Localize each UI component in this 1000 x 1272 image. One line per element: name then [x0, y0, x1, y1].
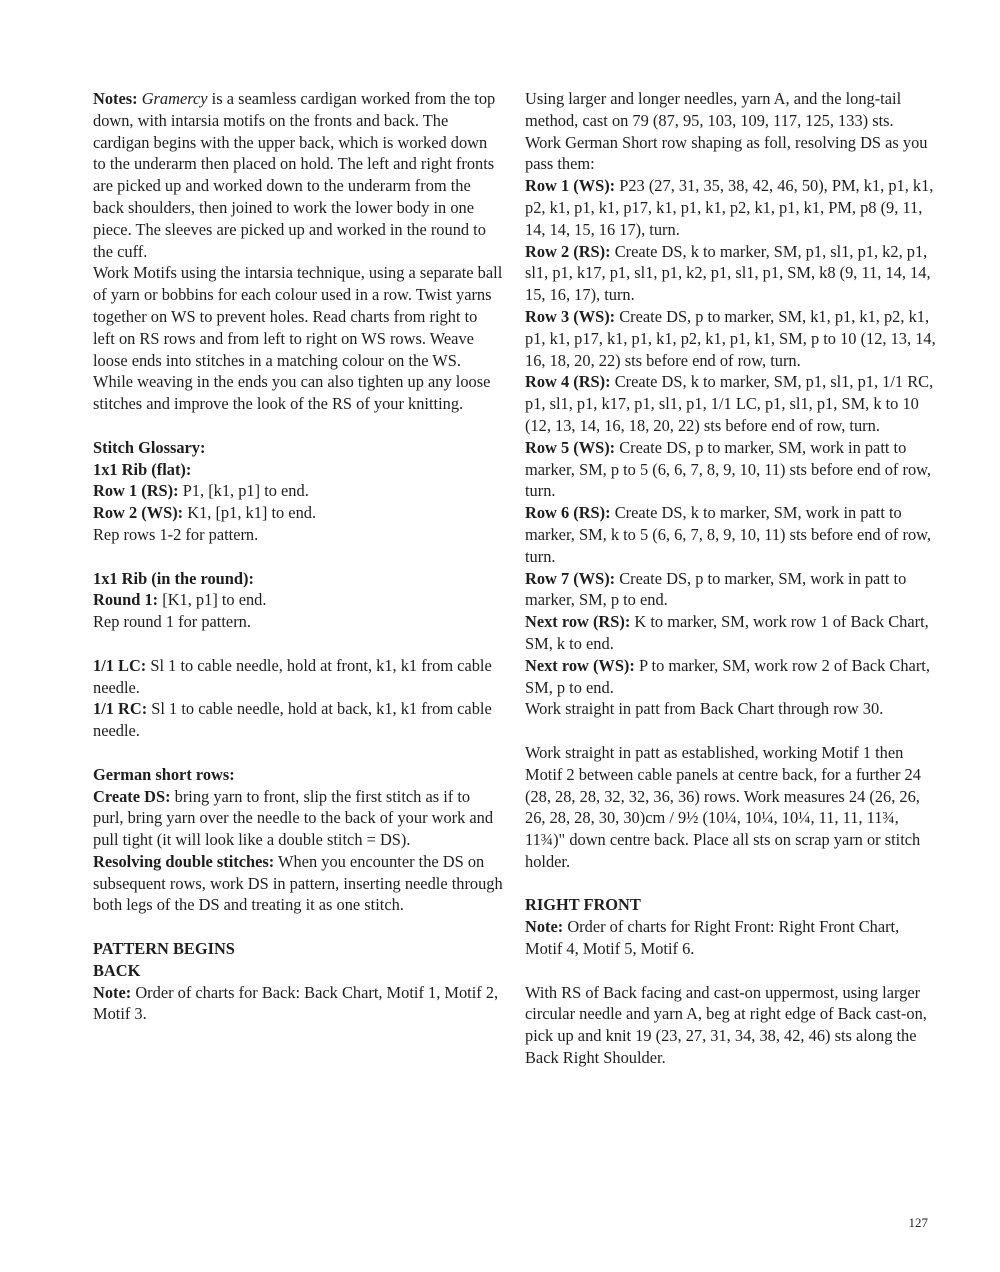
row-instruction: Row 6 (RS): Create DS, k to marker, SM, work in patt to marker, SM, k to 5 (6, 6, 7, 8, 9, 10, 11) sts before end of row, turn.: [525, 503, 932, 566]
row-instruction: Next row (WS): P to marker, SM, work row 2 of Back Chart, SM, p to end.: [525, 655, 930, 697]
rib-round-heading: 1x1 Rib (in the round):: [93, 568, 254, 588]
rc-definition: 1/1 RC: Sl 1 to cable needle, hold at back, k1, k1 from cable needle.: [93, 699, 492, 741]
pickup-paragraph: With RS of Back facing and cast-on uppermost, using larger circular needle and yarn A, beg at right edge of Back cast-on, pick up and knit 19 (23, 27, 31, 34, 38, 42, 46) sts along the Back Right Shoulder.: [525, 982, 927, 1068]
resolving-ds: Resolving double stitches: When you encounter the DS on subsequent rows, work DS in pattern, inserting needle through both legs of the DS and treating it as one stitch.: [93, 851, 503, 915]
right-front-note: Note: Order of charts for Right Front: Right Front Chart, Motif 4, Motif 5, Motif 6.: [525, 917, 900, 959]
pattern-begins-heading: PATTERN BEGINS: [93, 939, 235, 959]
motifs-paragraph: Work Motifs using the intarsia technique, using a separate ball of yarn or bobbins for each colour used in a row. Twist yarns together on WS to prevent holes. Read charts from right to left on RS rows and from left to right on WS rows. Weave loose ends into stitches in a matching colour on the WS. While weaving in the ends you can also tighten up any loose stitches and improve the look of the RS of your knitting.: [93, 263, 503, 414]
pattern-title: Gramercy: [141, 89, 208, 108]
row-instruction: Row 2 (RS): Create DS, k to marker, SM, p1, sl1, p1, k2, p1, sl1, p1, k17, p1, sl1, p1, k2, p1, sl1, p1, SM, k8 (9, 11, 14, 14, 15, 16, 17), turn.: [525, 241, 931, 305]
rib-flat-heading: 1x1 Rib (flat):: [93, 459, 192, 479]
rib-flat-row-2: Row 2 (WS): K1, [p1, k1] to end.: [93, 503, 317, 523]
german-intro: Work German Short row shaping as foll, resolving DS as you pass them:: [525, 132, 928, 174]
motif-paragraph: Work straight in patt as established, working Motif 1 then Motif 2 between cable panels at centre back, for a further 24 (28, 28, 28, 32, 32, 36, 36) rows. Work measures 24 (26, 26, 26, 28, 28, 30, 30)cm / 9½ (10¼, 10¼, 10¼, 11, 11, 11¾, 11¾)" down centre back. Place all sts on scrap yarn or stitch holder.: [525, 742, 921, 871]
row-instruction: Row 7 (WS): Create DS, p to marker, SM, work in patt to marker, SM, p to end.: [525, 568, 907, 610]
right-column: [525, 88, 937, 1069]
row-instruction: Row 3 (WS): Create DS, p to marker, SM, k1, p1, k1, p2, k1, p1, k1, p17, k1, p1, k1, p2, k1, p1, k1, SM, p to 10 (12, 13, 14, 16, 18, 20, 22) sts before end of row, turn.: [525, 306, 936, 370]
back-heading: BACK: [93, 960, 141, 980]
row-instruction: Row 1 (WS): P23 (27, 31, 35, 38, 42, 46, 50), PM, k1, p1, k1, p2, k1, p1, k1, p17, k1, p1, k1, p2, k1, p1, k1, PM, p8 (9, 11, 14, 14, 15, 16 17), turn.: [525, 176, 934, 239]
left-column: [93, 88, 503, 1025]
work-straight: Work straight in patt from Back Chart through row 30.: [525, 699, 884, 719]
glossary-heading: Stitch Glossary:: [93, 437, 206, 457]
right-front-heading: RIGHT FRONT: [525, 895, 641, 915]
rib-round-repeat: Rep round 1 for pattern.: [93, 612, 251, 632]
page-number: 127: [908, 1215, 928, 1230]
notes-text: is a seamless cardigan worked from the top down, with intarsia motifs on the fronts and back. The cardigan begins with the upper back, which is worked down to the underarm then placed on hold. The left and right fronts are picked up and worked down to the underarm from the back shoulders, then joined to work the lower body in one piece. The sleeves are picked up and worked in the round to the cuff.: [93, 89, 496, 261]
create-ds: Create DS: bring yarn to front, slip the first stitch as if to purl, bring yarn over the needle to the back of your work and pull tight (it will look like a double stitch = DS).: [93, 786, 494, 850]
rib-flat-repeat: Rep rows 1-2 for pattern.: [93, 524, 259, 544]
back-note: Note: Order of charts for Back: Back Chart, Motif 1, Motif 2, Motif 3.: [93, 982, 499, 1024]
notes-paragraph: [93, 88, 503, 262]
row-instruction: Row 5 (WS): Create DS, p to marker, SM, work in patt to marker, SM, p to 5 (6, 6, 7, 8, 9, 10, 11) sts before end of row, turn.: [525, 437, 932, 501]
german-heading: German short rows:: [93, 764, 235, 784]
notes-label: Notes:: [93, 89, 138, 108]
cast-on-paragraph: Using larger and longer needles, yarn A, and the long-tail method, cast on 79 (87, 95, 103, 109, 117, 125, 133) sts.: [525, 89, 902, 130]
lc-definition: 1/1 LC: Sl 1 to cable needle, hold at front, k1, k1 from cable needle.: [93, 655, 492, 697]
rib-round-1: Round 1: [K1, p1] to end.: [93, 590, 267, 610]
row-instruction: Row 4 (RS): Create DS, k to marker, SM, p1, sl1, p1, 1/1 RC, p1, sl1, p1, k17, p1, sl1, p1, 1/1 LC, p1, sl1, p1, SM, k to 10 (12, 13, 14, 16, 18, 20, 22) sts before end of row, turn.: [525, 372, 934, 435]
rib-flat-row-1: Row 1 (RS): P1, [k1, p1] to end.: [93, 481, 309, 501]
row-instruction: Next row (RS): K to marker, SM, work row 1 of Back Chart, SM, k to end.: [525, 612, 929, 653]
